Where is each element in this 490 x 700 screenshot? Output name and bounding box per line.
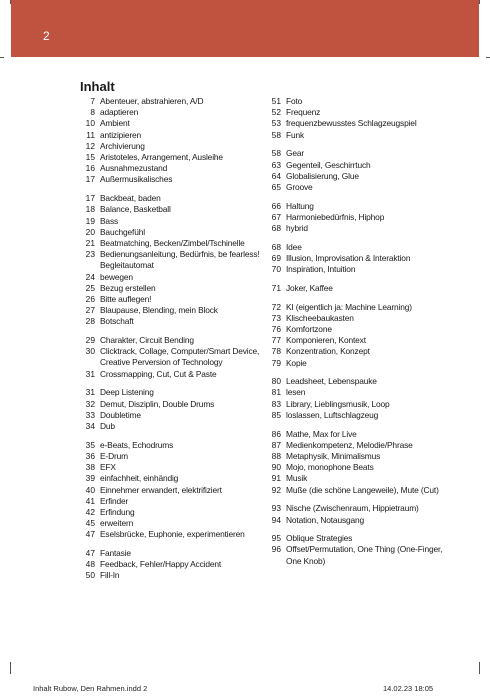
toc-column-right bbox=[264, 96, 454, 567]
toc-entry-label: Muße (die schöne Langeweile), Mute (Cut) bbox=[286, 484, 439, 495]
toc-entry-page-number: 70 bbox=[271, 264, 281, 275]
toc-entry-page-number: 27 bbox=[85, 305, 95, 316]
toc-entry-label: bewegen bbox=[100, 271, 133, 282]
toc-entry bbox=[264, 130, 454, 141]
toc-entry bbox=[78, 559, 268, 570]
toc-entry-label: Doubletime bbox=[100, 409, 141, 420]
toc-entry-label: E-Drum bbox=[100, 450, 128, 461]
toc-entry bbox=[264, 346, 454, 357]
toc-entry-page-number: 63 bbox=[271, 159, 281, 170]
toc-entry-page-number: 31 bbox=[85, 368, 95, 379]
toc-entry bbox=[264, 429, 454, 440]
toc-entry-page-number: 81 bbox=[271, 387, 281, 398]
toc-entry bbox=[264, 544, 454, 566]
toc-entry-page-number: 16 bbox=[85, 163, 95, 174]
toc-entry-label: Groove bbox=[286, 181, 313, 192]
toc-entry-page-number: 52 bbox=[271, 107, 281, 118]
toc-entry-label: Notation, Notausgang bbox=[286, 514, 365, 525]
toc-entry-label: Harmoniebedürfnis, Hiphop bbox=[286, 211, 385, 222]
toc-entry-label: Feedback, Fehler/Happy Accident bbox=[100, 559, 222, 570]
toc-entry bbox=[264, 533, 454, 544]
toc-entry-page-number: 66 bbox=[271, 200, 281, 211]
toc-entry bbox=[264, 171, 454, 182]
toc-entry bbox=[264, 515, 454, 526]
toc-entry-page-number: 76 bbox=[271, 323, 281, 334]
toc-entry bbox=[78, 399, 268, 410]
toc-entry-page-number: 48 bbox=[85, 559, 95, 570]
toc-entry bbox=[264, 503, 454, 514]
toc-entry-page-number: 80 bbox=[271, 376, 281, 387]
toc-entry-page-number: 69 bbox=[271, 252, 281, 263]
toc-entry-label: KI (eigentlich ja: Machine Learning) bbox=[286, 301, 412, 312]
toc-entry bbox=[78, 410, 268, 421]
toc-entry-label: Konzentration, Konzept bbox=[286, 346, 370, 357]
toc-entry bbox=[264, 358, 454, 369]
toc-entry bbox=[264, 313, 454, 324]
toc-entry-page-number: 17 bbox=[85, 174, 95, 185]
toc-entry-label: Globalisierung, Glue bbox=[286, 170, 359, 181]
toc-entry-label: Metaphysik, Minimalismus bbox=[286, 450, 381, 461]
toc-entry-page-number: 73 bbox=[271, 312, 281, 323]
toc-entry-page-number: 65 bbox=[271, 181, 281, 192]
toc-entry-page-number: 36 bbox=[85, 450, 95, 461]
toc-entry-page-number: 24 bbox=[85, 271, 95, 282]
toc-entry-page-number: 95 bbox=[271, 533, 281, 544]
toc-entry-page-number: 38 bbox=[85, 462, 95, 473]
toc-entry bbox=[78, 387, 268, 398]
toc-entry bbox=[78, 462, 268, 473]
toc-entry-label: Mojo, monophone Beats bbox=[286, 462, 374, 473]
toc-entry bbox=[78, 107, 268, 118]
toc-entry-label: Dub bbox=[100, 420, 115, 431]
toc-entry-page-number: 96 bbox=[271, 544, 281, 555]
toc-entry-label: Gear bbox=[286, 148, 305, 159]
toc-entry-label: Botschaft bbox=[100, 316, 134, 327]
footer-timestamp: 14.02.23 18:05 bbox=[383, 684, 434, 693]
toc-entry-label: erweitern bbox=[100, 518, 134, 529]
toc-entry bbox=[264, 253, 454, 264]
crop-mark bbox=[486, 57, 490, 58]
toc-entry bbox=[264, 182, 454, 193]
toc-entry bbox=[264, 148, 454, 159]
toc-entry bbox=[264, 376, 454, 387]
toc-title: Inhalt bbox=[80, 79, 115, 94]
toc-entry-page-number: 18 bbox=[85, 204, 95, 215]
toc-entry-label: Frequenz bbox=[286, 107, 321, 118]
toc-entry-page-number: 51 bbox=[271, 96, 281, 106]
toc-entry bbox=[78, 496, 268, 507]
toc-entry bbox=[264, 335, 454, 346]
toc-entry-page-number: 92 bbox=[271, 484, 281, 495]
toc-entry bbox=[78, 369, 268, 380]
toc-entry-page-number: 85 bbox=[271, 409, 281, 420]
toc-entry-label: Eselsbrücke, Euphonie, experimentieren bbox=[100, 529, 245, 540]
toc-entry-page-number: 39 bbox=[85, 473, 95, 484]
toc-entry-page-number: 94 bbox=[271, 514, 281, 525]
toc-entry-page-number: 78 bbox=[271, 346, 281, 357]
toc-entry-label: Deep Listening bbox=[100, 387, 154, 398]
toc-entry-page-number: 33 bbox=[85, 409, 95, 420]
toc-entry-page-number: 67 bbox=[271, 211, 281, 222]
toc-entry-label: Crossmapping, Cut, Cut & Paste bbox=[100, 368, 217, 379]
toc-entry bbox=[78, 216, 268, 227]
toc-entry bbox=[264, 223, 454, 234]
toc-entry-label: e-Beats, Echodrums bbox=[100, 439, 174, 450]
toc-entry-page-number: 20 bbox=[85, 226, 95, 237]
toc-entry-page-number: 25 bbox=[85, 282, 95, 293]
toc-entry-label: Kopie bbox=[286, 357, 307, 368]
toc-entry-page-number: 17 bbox=[85, 193, 95, 204]
toc-entry-page-number: 12 bbox=[85, 140, 95, 151]
crop-mark bbox=[10, 0, 11, 4]
toc-entry bbox=[78, 272, 268, 283]
toc-entry-page-number: 40 bbox=[85, 484, 95, 495]
toc-entry-label: Backbeat, baden bbox=[100, 193, 161, 204]
toc-entry bbox=[264, 473, 454, 484]
toc-entry-page-number: 68 bbox=[271, 223, 281, 234]
toc-entry bbox=[264, 264, 454, 275]
toc-entry-label: Funk bbox=[286, 129, 305, 140]
toc-entry bbox=[78, 283, 268, 294]
toc-entry-page-number: 30 bbox=[85, 346, 95, 357]
toc-entry bbox=[264, 387, 454, 398]
toc-entry bbox=[78, 440, 268, 451]
toc-entry-page-number: 29 bbox=[85, 335, 95, 346]
toc-entry bbox=[78, 335, 268, 346]
toc-entry bbox=[264, 160, 454, 171]
toc-entry-page-number: 32 bbox=[85, 398, 95, 409]
toc-entry-label: Ausnahmezustand bbox=[100, 163, 168, 174]
toc-entry bbox=[78, 249, 268, 271]
toc-entry-page-number: 79 bbox=[271, 357, 281, 368]
toc-entry-label: Medienkompetenz, Melodie/Phrase bbox=[286, 439, 413, 450]
toc-entry bbox=[78, 507, 268, 518]
toc-entry-label: Musik bbox=[286, 473, 308, 484]
toc-entry bbox=[264, 410, 454, 421]
toc-entry-label: Einnehmer erwandert, elektrifiziert bbox=[100, 484, 222, 495]
toc-entry-page-number: 47 bbox=[85, 548, 95, 559]
toc-entry bbox=[78, 193, 268, 204]
toc-entry-label: lesen bbox=[286, 387, 306, 398]
toc-entry-label: Fantasie bbox=[100, 548, 131, 559]
toc-entry-page-number: 35 bbox=[85, 439, 95, 450]
toc-entry bbox=[264, 96, 454, 107]
toc-entry-page-number: 87 bbox=[271, 439, 281, 450]
toc-entry-label: Mathe, Max for Live bbox=[286, 428, 357, 439]
toc-entry-page-number: 58 bbox=[271, 148, 281, 159]
toc-entry-page-number: 19 bbox=[85, 215, 95, 226]
toc-entry-label: Erfindung bbox=[100, 506, 135, 517]
toc-entry-page-number: 77 bbox=[271, 335, 281, 346]
toc-entry-label: Ambient bbox=[100, 118, 130, 129]
toc-entry-label: frequenzbewusstes Schlagzeugspiel bbox=[286, 118, 417, 129]
toc-entry bbox=[78, 118, 268, 129]
toc-entry-page-number: 45 bbox=[85, 518, 95, 529]
toc-entry-page-number: 42 bbox=[85, 506, 95, 517]
toc-entry-page-number: 83 bbox=[271, 398, 281, 409]
toc-entry-page-number: 8 bbox=[90, 107, 95, 118]
toc-entry-label: Fill-In bbox=[100, 570, 120, 581]
toc-entry bbox=[264, 283, 454, 294]
toc-entry-page-number: 58 bbox=[271, 129, 281, 140]
toc-entry-label: Außermusikalisches bbox=[100, 174, 173, 185]
toc-entry bbox=[78, 485, 268, 496]
toc-entry-page-number: 34 bbox=[85, 420, 95, 431]
toc-entry-page-number: 64 bbox=[271, 170, 281, 181]
toc-entry bbox=[78, 174, 268, 185]
toc-entry bbox=[78, 518, 268, 529]
toc-entry-page-number: 93 bbox=[271, 503, 281, 514]
toc-entry-label: einfachheit, einhändig bbox=[100, 473, 179, 484]
toc-entry bbox=[78, 421, 268, 432]
toc-entry-label: Leadsheet, Lebenspauke bbox=[286, 376, 377, 387]
toc-entry-label: Idee bbox=[286, 241, 302, 252]
toc-entry-page-number: 53 bbox=[271, 118, 281, 129]
toc-entry-label: Illusion, Improvisation & Interaktion bbox=[286, 252, 411, 263]
toc-entry-label: Library, Lieblingsmusik, Loop bbox=[286, 398, 390, 409]
toc-entry bbox=[78, 96, 268, 107]
toc-entry bbox=[264, 399, 454, 410]
toc-entry bbox=[78, 227, 268, 238]
toc-entry-page-number: 7 bbox=[90, 96, 95, 106]
toc-entry bbox=[264, 242, 454, 253]
footer-file-info: Inhalt Rubow, Den Rahmen.indd 2 bbox=[33, 684, 148, 693]
toc-entry-page-number: 21 bbox=[85, 237, 95, 248]
toc-entry-label: EFX bbox=[100, 462, 116, 473]
toc-entry-page-number: 90 bbox=[271, 462, 281, 473]
header-bar bbox=[11, 0, 479, 57]
crop-mark bbox=[0, 57, 4, 58]
toc-entry-label: Aristoteles, Arrangement, Ausleihe bbox=[100, 152, 223, 163]
toc-entry-page-number: 71 bbox=[271, 282, 281, 293]
toc-entry bbox=[78, 305, 268, 316]
page-number: 2 bbox=[43, 29, 50, 43]
toc-entry bbox=[78, 238, 268, 249]
toc-entry-label: antizipieren bbox=[100, 129, 142, 140]
toc-entry-label: Bass bbox=[100, 215, 119, 226]
toc-entry bbox=[78, 130, 268, 141]
toc-entry bbox=[78, 152, 268, 163]
toc-entry-page-number: 68 bbox=[271, 241, 281, 252]
toc-entry-page-number: 11 bbox=[86, 129, 95, 140]
toc-entry bbox=[264, 201, 454, 212]
toc-entry-label: Demut, Disziplin, Double Drums bbox=[100, 398, 215, 409]
toc-entry bbox=[264, 118, 454, 129]
toc-entry bbox=[78, 316, 268, 327]
toc-entry bbox=[78, 548, 268, 559]
toc-entry-label: Archivierung bbox=[100, 140, 145, 151]
toc-entry bbox=[78, 570, 268, 581]
toc-column-left bbox=[78, 96, 268, 582]
toc-entry bbox=[78, 473, 268, 484]
toc-entry bbox=[264, 451, 454, 462]
crop-mark bbox=[479, 662, 480, 674]
toc-entry bbox=[264, 107, 454, 118]
toc-entry-label: Gegenteil, Geschirrtuch bbox=[286, 159, 371, 170]
toc-entry-page-number: 26 bbox=[85, 293, 95, 304]
toc-entry-label: Bitte auflegen! bbox=[100, 293, 152, 304]
toc-entry-label: Komponieren, Kontext bbox=[286, 335, 366, 346]
toc-entry-label: Komfortzone bbox=[286, 323, 332, 334]
toc-entry bbox=[78, 163, 268, 174]
toc-entry-page-number: 88 bbox=[271, 450, 281, 461]
toc-entry-label: Beatmatching, Becken/Zimbel/Tschinelle bbox=[100, 237, 245, 248]
toc-entry-label: loslassen, Luftschlagzeug bbox=[286, 409, 379, 420]
toc-entry bbox=[78, 529, 268, 540]
toc-entry-label: Oblique Strategies bbox=[286, 533, 353, 544]
toc-entry bbox=[264, 212, 454, 223]
toc-entry bbox=[264, 485, 454, 496]
toc-entry-page-number: 41 bbox=[85, 495, 95, 506]
toc-entry bbox=[264, 324, 454, 335]
toc-entry-page-number: 28 bbox=[85, 316, 95, 327]
toc-entry-page-number: 23 bbox=[85, 249, 95, 260]
toc-entry-label: Abenteuer, abstrahieren, A/D bbox=[100, 96, 204, 106]
toc-entry-label: Inspiration, Intuition bbox=[286, 264, 356, 275]
crop-mark bbox=[10, 662, 11, 674]
toc-entry-label: Offset/Permutation, One Thing (One-Finger, One Knob) bbox=[286, 544, 443, 566]
toc-entry-label: Clicktrack, Collage, Computer/Smart Device, Creative Perversion of Technology bbox=[100, 346, 260, 368]
toc-entry bbox=[264, 440, 454, 451]
toc-entry-label: Nische (Zwischenraum, Hippietraum) bbox=[286, 503, 419, 514]
toc-entry-label: Bauchgefühl bbox=[100, 226, 145, 237]
toc-entry bbox=[264, 302, 454, 313]
toc-entry-page-number: 47 bbox=[85, 529, 95, 540]
toc-entry-label: Klischeebaukasten bbox=[286, 312, 354, 323]
toc-entry-label: Joker, Kaffee bbox=[286, 282, 333, 293]
toc-entry-label: Bezug erstellen bbox=[100, 282, 156, 293]
toc-entry-page-number: 15 bbox=[85, 152, 95, 163]
toc-entry-label: adaptieren bbox=[100, 107, 139, 118]
toc-entry bbox=[78, 451, 268, 462]
toc-entry-label: Haltung bbox=[286, 200, 314, 211]
toc-entry-label: Erfinder bbox=[100, 495, 129, 506]
toc-entry bbox=[78, 204, 268, 215]
toc-entry bbox=[264, 462, 454, 473]
toc-entry bbox=[78, 141, 268, 152]
toc-entry-page-number: 50 bbox=[85, 570, 95, 581]
toc-entry-label: Bedienungsanleitung, Bedürfnis, be fearless! Begleitautomat bbox=[100, 249, 260, 271]
toc-entry-label: Balance, Basketball bbox=[100, 204, 171, 215]
toc-entry-label: Blaupause, Blending, mein Block bbox=[100, 305, 218, 316]
toc-entry-page-number: 86 bbox=[271, 428, 281, 439]
crop-mark bbox=[479, 0, 480, 4]
toc-entry-page-number: 31 bbox=[85, 387, 95, 398]
toc-entry-label: Charakter, Circuit Bending bbox=[100, 335, 194, 346]
toc-entry bbox=[78, 294, 268, 305]
toc-entry-label: Foto bbox=[286, 96, 303, 106]
toc-entry-page-number: 10 bbox=[85, 118, 95, 129]
toc-entry-label: hybrid bbox=[286, 223, 308, 234]
toc-entry bbox=[78, 346, 268, 368]
toc-entry-page-number: 72 bbox=[271, 301, 281, 312]
toc-entry-page-number: 91 bbox=[271, 473, 281, 484]
